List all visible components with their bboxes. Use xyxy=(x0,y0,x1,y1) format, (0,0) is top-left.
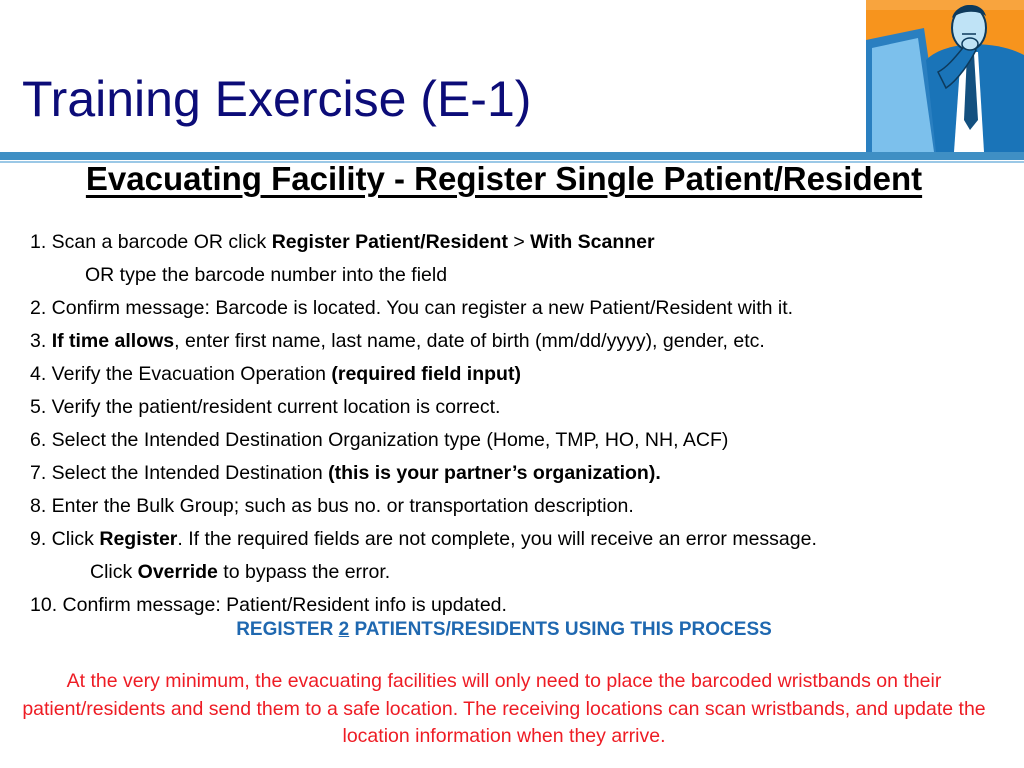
slide-subtitle: Evacuating Facility - Register Single Patient/Resident xyxy=(85,160,923,197)
minimum-note: At the very minimum, the evacuating facilities will only need to place the barcoded wristbands on their patient/residents and send them to a safe location. The receiving locations can scan wristbands, and update the location information when they arrive. xyxy=(22,670,986,747)
step-2: 2. Confirm message: Barcode is located. You can register a new Patient/Resident with it. xyxy=(30,297,794,319)
callout-number: 2 xyxy=(338,619,350,640)
with-scanner-label: With Scanner xyxy=(530,231,655,253)
required-field-label: (required field input) xyxy=(331,363,521,385)
step-1: 1. Scan a barcode OR click Register Patient/Resident > With Scanner xyxy=(30,231,655,253)
step-8: 8. Enter the Bulk Group; such as bus no. or transportation description. xyxy=(30,495,634,517)
step-9: 9. Click Register. If the required fields are not complete, you will receive an error message. xyxy=(30,528,817,550)
step-3: 3. If time allows, enter first name, last name, date of birth (mm/dd/yyyy), gender, etc. xyxy=(30,330,765,352)
step-4: 4. Verify the Evacuation Operation (required field input) xyxy=(30,363,521,385)
if-time-allows-label: If time allows xyxy=(51,330,175,352)
step-5: 5. Verify the patient/resident current location is correct. xyxy=(30,396,501,418)
slide-title: Training Exercise (E-1) xyxy=(22,71,532,127)
register-callout: REGISTER 2 PATIENTS/RESIDENTS USING THIS PROCESS xyxy=(236,619,772,640)
step-10: 10. Confirm message: Patient/Resident info is updated. xyxy=(30,594,507,616)
thinking-businessman-icon xyxy=(866,0,1024,152)
step-1-alt: OR type the barcode number into the field xyxy=(85,264,448,286)
step-7: 7. Select the Intended Destination (this is your partner’s organization). xyxy=(30,462,661,484)
title-rule xyxy=(0,152,1024,160)
step-9-override: Click Override to bypass the error. xyxy=(90,561,391,583)
steps-list xyxy=(30,229,990,625)
register-label: Register xyxy=(99,528,178,550)
partner-organization-label: (this is your partner’s organization). xyxy=(328,462,661,484)
override-label: Override xyxy=(137,561,218,583)
step-6: 6. Select the Intended Destination Organization type (Home, TMP, HO, NH, ACF) xyxy=(30,429,729,451)
register-patient-resident-label: Register Patient/Resident xyxy=(271,231,508,253)
